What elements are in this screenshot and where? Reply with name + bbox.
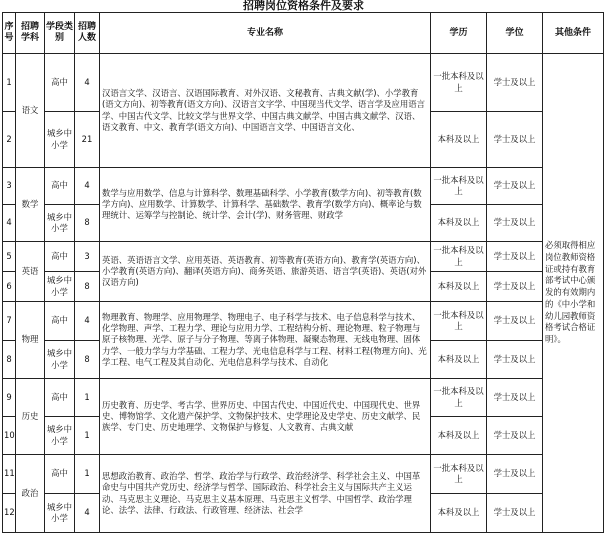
degree-cell: 学士及以上 (487, 417, 543, 455)
header-seq: 序号 (3, 13, 16, 54)
row-no: 10 (3, 417, 16, 455)
header-degree: 学位 (487, 13, 543, 54)
row-no: 9 (3, 379, 16, 417)
subject-cell: 物理 (16, 302, 45, 379)
other-condition-cell: 必须取得相应岗位教师资格证或持有教育部考试中心颁发的有效期内的《中小学和幼儿园教师资格考试合格证明》。 (543, 54, 604, 533)
major-cell: 英语、英语语言文学、应用英语、英语教育、初等教育(英语方向)、教育学(英语方向)、小学教育(英语方向)、翻译(英语方向)、商务英语、旅游英语、语言学(英语)、英语(对外汉语方向) (100, 242, 431, 302)
table-row (3, 302, 604, 341)
category-cell: 城乡中小学 (45, 417, 75, 455)
header-category: 学段类别 (45, 13, 75, 54)
education-cell: 一批本科及以上 (431, 302, 487, 341)
table-row (3, 168, 604, 205)
major-cell: 历史教育、历史学、考古学、世界历史、中国古代史、中国近代史、中国现代史、世界史、博物馆学、文化遗产保护学、文物保护技术、史学理论及史学史、历史文献学、民族学、专门史、历史地理学、文物保护与修复、人文教育、古典文献 (100, 379, 431, 455)
degree-cell: 学士及以上 (487, 54, 543, 112)
education-cell: 一批本科及以上 (431, 379, 487, 417)
degree-cell: 学士及以上 (487, 112, 543, 168)
table-row (3, 379, 604, 417)
education-cell: 本科及以上 (431, 417, 487, 455)
header-row (3, 13, 604, 54)
education-cell: 一批本科及以上 (431, 242, 487, 272)
header-major: 专业名称 (100, 13, 431, 54)
degree-cell: 学士及以上 (487, 302, 543, 341)
row-no: 2 (3, 112, 16, 168)
major-cell: 汉语言文学、汉语言、汉语国际教育、对外汉语、文秘教育、古典文献(学)、小学教育(语文方向)、初等教育(语文方向)、汉语言文字学、中国现当代文学、语言学及应用语言学、中国古代文学、比较文学与世界文学、中国古典文献学、中国古典文献学、汉语、语文教育、中文、教育学(语文方向)、中国语言文学、中国语言文化、 (100, 54, 431, 168)
row-no: 8 (3, 341, 16, 379)
row-no: 12 (3, 494, 16, 533)
degree-cell: 学士及以上 (487, 168, 543, 205)
major-cell: 数学与应用数学、信息与计算科学、数理基础科学、小学教育(数学方向)、初等教育(数学方向)、应用数学、计算数学、计算科学、基础数学、教育学(数学方向)、概率论与数理统计、运筹学与控制论、统计学、会计(学)、财务管理、财政学 (100, 168, 431, 242)
subject-cell: 语文 (16, 54, 45, 168)
requirements-table (2, 12, 604, 533)
degree-cell: 学士及以上 (487, 455, 543, 494)
education-cell: 本科及以上 (431, 112, 487, 168)
header-subject: 招聘学科 (16, 13, 45, 54)
header-other: 其他条件 (543, 13, 604, 54)
header-education: 学历 (431, 13, 487, 54)
degree-cell: 学士及以上 (487, 272, 543, 302)
education-cell: 本科及以上 (431, 494, 487, 533)
count-cell: 8 (75, 341, 100, 379)
category-cell: 城乡中小学 (45, 272, 75, 302)
category-cell: 高中 (45, 379, 75, 417)
subject-cell: 历史 (16, 379, 45, 455)
row-no: 3 (3, 168, 16, 205)
category-cell: 城乡中小学 (45, 205, 75, 242)
subject-cell: 政治 (16, 455, 45, 533)
count-cell: 1 (75, 455, 100, 494)
education-cell: 本科及以上 (431, 205, 487, 242)
education-cell: 一批本科及以上 (431, 455, 487, 494)
degree-cell: 学士及以上 (487, 494, 543, 533)
education-cell: 本科及以上 (431, 341, 487, 379)
education-cell: 一批本科及以上 (431, 168, 487, 205)
category-cell: 高中 (45, 54, 75, 112)
count-cell: 1 (75, 417, 100, 455)
page-title: 招聘岗位资格条件及要求 (243, 0, 364, 12)
major-cell: 物理教育、物理学、应用物理学、物理电子、电子科学与技术、电子信息科学与技术、化学物理、声学、工程力学、理论与应用力学、工程结构分析、理论物理、粒子物理与原子核物理、光学、原子与分子物理、等离子体物理、凝聚态物理、无线电物理、固体力学、一般力学与力学基础、工程力学、光电信息科学与工程、材料工程(物理方向)、光学工程、电气工程及其自动化、光电信息科学与技术、自动化 (100, 302, 431, 379)
degree-cell: 学士及以上 (487, 379, 543, 417)
count-cell: 4 (75, 168, 100, 205)
category-cell: 高中 (45, 455, 75, 494)
category-cell: 城乡中小学 (45, 341, 75, 379)
table-row (3, 242, 604, 272)
row-no: 6 (3, 272, 16, 302)
count-cell: 3 (75, 242, 100, 272)
category-cell: 高中 (45, 302, 75, 341)
count-cell: 4 (75, 54, 100, 112)
degree-cell: 学士及以上 (487, 205, 543, 242)
category-cell: 城乡中小学 (45, 112, 75, 168)
count-cell: 4 (75, 494, 100, 533)
count-cell: 1 (75, 379, 100, 417)
row-no: 1 (3, 54, 16, 112)
education-cell: 本科及以上 (431, 272, 487, 302)
count-cell: 4 (75, 302, 100, 341)
degree-cell: 学士及以上 (487, 341, 543, 379)
row-no: 11 (3, 455, 16, 494)
table-row (3, 455, 604, 494)
subject-cell: 数学 (16, 168, 45, 242)
subject-cell: 英语 (16, 242, 45, 302)
category-cell: 高中 (45, 242, 75, 272)
table-row (3, 54, 604, 112)
row-no: 4 (3, 205, 16, 242)
category-cell: 城乡中小学 (45, 494, 75, 533)
major-cell: 思想政治教育、政治学、哲学、政治学与行政学、政治经济学、科学社会主义、中国革命史与中国共产党历史、经济学与哲学、国际政治、科学社会主义与国际共产主义运动、马克思主义理论、马克思主义基本原理、马克思主义哲学、中国哲学、政治学理论、法学、法律、行政法、行政管理、经济法、社会学 (100, 455, 431, 533)
row-no: 7 (3, 302, 16, 341)
education-cell: 一批本科及以上 (431, 54, 487, 112)
header-count: 招聘人数 (75, 13, 100, 54)
category-cell: 高中 (45, 168, 75, 205)
count-cell: 21 (75, 112, 100, 168)
count-cell: 8 (75, 272, 100, 302)
degree-cell: 学士及以上 (487, 242, 543, 272)
row-no: 5 (3, 242, 16, 272)
count-cell: 8 (75, 205, 100, 242)
